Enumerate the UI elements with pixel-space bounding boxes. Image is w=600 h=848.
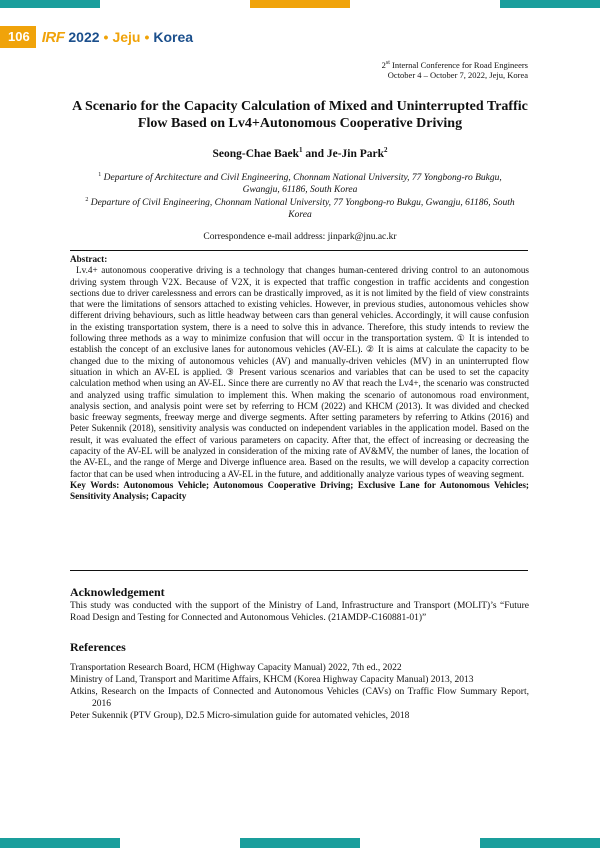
affil-text: Departure of Architecture and Civil Engineering, Chonnam National University, 77 Yongbong-ro Bukgu, Gwangju, 61186, South Korea	[101, 173, 502, 195]
correspondence-email: Correspondence e-mail address: jinpark@jnu.ac.kr	[203, 232, 397, 242]
page-header	[0, 26, 193, 48]
affil-mark: 1	[98, 172, 102, 178]
bottom-bar-segment	[480, 838, 600, 848]
conference-info	[382, 58, 528, 80]
top-color-bar	[0, 0, 600, 8]
reference-item: Atkins, Research on the Impacts of Connected and Autonomous Vehicles (CAVs) on Traffic Flow Summary Report, 2016	[70, 687, 529, 709]
bottom-bar-segment	[360, 838, 480, 848]
abstract-section	[70, 254, 529, 503]
bottom-bar-segment	[240, 838, 360, 848]
acknowledgement-heading: Acknowledgement	[70, 585, 165, 599]
reference-item: Ministry of Land, Transport and Maritime Affairs, KHCM (Korea Highway Capacity Manual) 2013, 2013	[70, 675, 474, 685]
author-list	[70, 146, 530, 160]
conference-dates: October 4 – October 7, 2022, Jeju, Korea	[387, 69, 528, 80]
top-bar-segment	[350, 0, 500, 8]
top-bar-segment	[100, 0, 250, 8]
abstract-body: Lv.4+ autonomous cooperative driving is a technology that changes human-centered driving control to an autonomous driving system through V2X. Because of V2X, it is expected that traffic congestion in traffic accidents and congestion sections due to driver carelessness and errors can be drastically improved, as it is not limited by the field of view constraints that were the limitations of sensors attached to existing vehicles. However, in previous studies, autonomous vehicles show different driving behaviours, such as little headway between cars than general vehicles. Accordingly, it will cause confusion in the existing transportation system, there is a need to solve this in advance. Therefore, this study intends to review the following three methods as a way to minimize confusion that will occur in the transportation system. ① It is intended to establish the concept of an exclusive lanes for autonomous vehicles (AV-EL). ② It is aims at calculate the capacity to be changed due to the mixing of autonomous vehicles (AV) and manually-driven vehicles (MV) in an uninterrupted flow situation in which an AV-EL is applied. ③ Present various scenarios and variables that can be used to set the capacity calculation method when using an AV-EL. Since there are currently no AV that reach the Lv4+, the scenario was constructed and analyzed using traffic simulation to implement this. When making the scenario of autonomous road environment, analysis section, and analysis point were set by referring to HCM (2022) and KHCM (2013). It was divided and checked basic freeway segments, freeway merge and diverge segments. After setting parameters by referring to Atkins (2016) and Peter Sukennik (2018), sensitivity analysis was conducted on independent variables in the application model. Based on the result, it was evaluated the effect of various parameters on capacity. After that, the effect of increasing or decreasing the capacity of the AV-EL will be analyzed in consideration of the mixing rate of AV&MV, the number of lanes, the location of the AV-EL, and the range of Merge and Diverge influence area. Based on the results, we will develop a capacity correction factor that can be used when introducing a AV-EL in the future, and additionally analyze various types of weaving segment.	[70, 265, 529, 479]
top-bar-segment	[0, 0, 100, 8]
logo-year: 2022	[68, 29, 100, 45]
conference-line-1	[382, 58, 528, 70]
paper-title: A Scenario for the Capacity Calculation of Mixed and Uninterrupted Traffic Flow Based on Lv4+Autonomous Cooperative Driving	[72, 99, 528, 131]
ordinal-suffix: st	[385, 60, 390, 66]
logo-separator: •	[144, 29, 150, 45]
ordinal-number: 2	[381, 59, 386, 70]
reference-item: Transportation Research Board, HCM (Highway Capacity Manual) 2022, 7th ed., 2022	[70, 663, 402, 673]
logo-separator: •	[103, 29, 109, 45]
page-number: 106	[0, 26, 36, 48]
top-bar-segment	[500, 0, 600, 8]
references-heading: References	[70, 640, 126, 654]
bottom-bar-segment	[120, 838, 240, 848]
affil-mark: 2	[85, 197, 89, 203]
affiliation-1	[80, 170, 520, 196]
irf-logo: IRF	[41, 28, 65, 46]
author-conjunction: and	[302, 147, 327, 160]
divider	[70, 570, 528, 571]
conference-logo	[42, 29, 193, 46]
divider	[70, 250, 528, 251]
keywords: Key Words: Autonomous Vehicle; Autonomous Cooperative Driving; Exclusive Lane for Autonomous Vehicles; Sensitivity Analysis; Capacity	[70, 479, 529, 502]
reference-list	[70, 662, 529, 722]
bottom-color-bar	[0, 838, 600, 848]
top-bar-segment	[250, 0, 350, 8]
conference-name: Internal Conference for Road Engineers	[389, 59, 528, 70]
reference-item: Peter Sukennik (PTV Group), D2.5 Micro-simulation guide for automated vehicles, 2018	[70, 711, 410, 721]
author-name: Je-Jin Park	[326, 147, 385, 160]
affiliation-2	[80, 195, 520, 221]
acknowledgement-body: This study was conducted with the support of the Ministry of Land, Infrastructure and Transport (MOLIT)’s “Future Road Design and Testing for Connected and Autonomous Vehicles. (21AMDP-C160881-01)”	[70, 601, 529, 623]
author-affil-mark: 2	[384, 146, 388, 154]
author-affil-mark: 1	[299, 146, 303, 154]
author-name: Seong-Chae Baek	[212, 147, 300, 160]
affil-text: Departure of Civil Engineering, Chonnam National University, 77 Yongbong-ro Bukgu, Gwangju, 61186, South Korea	[88, 198, 515, 220]
bottom-bar-segment	[0, 838, 120, 848]
logo-country: Korea	[153, 29, 194, 45]
abstract-label: Abstract:	[70, 254, 108, 264]
logo-city: Jeju	[112, 29, 141, 45]
